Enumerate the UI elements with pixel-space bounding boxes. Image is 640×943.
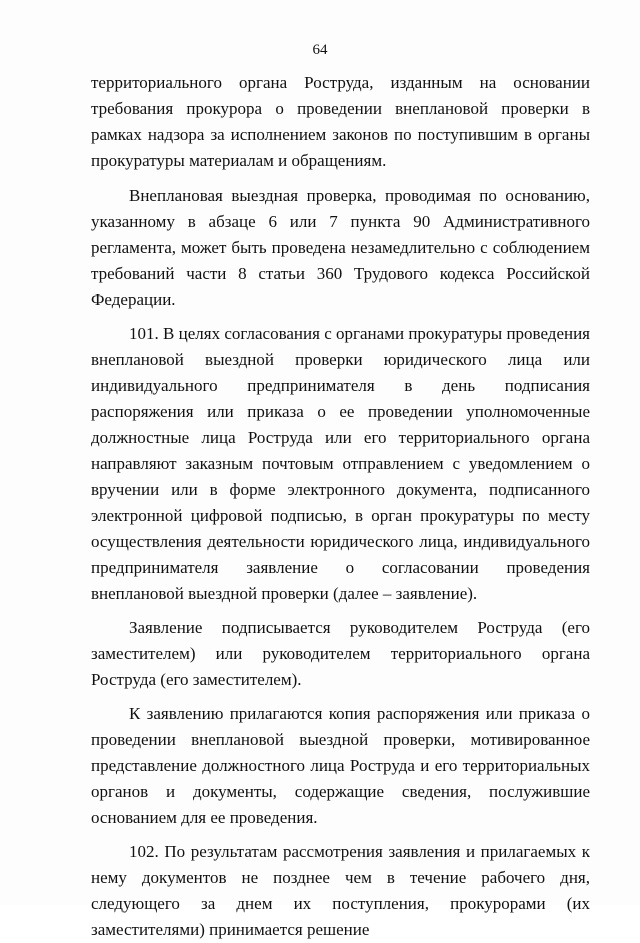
- document-body: [91, 70, 590, 943]
- paragraph-unscheduled-inspection: Внеплановая выездная проверка, проводимая по основанию, указанному в абзаце 6 или 7 пункта 90 Административного регламента, может быть проведена незамедлительно с соблюдением требований части 8 статьи 360 Трудового кодекса Российской Федерации.: [91, 186, 590, 309]
- paragraph-101: 101. В целях согласования с органами прокуратуры проведения внеплановой выездной проверки юридического лица или индивидуального предпринимателя в день подписания распоряжения или приказа о ее проведении уполномоченные должностные лица Роструда или его территориального органа направляют заказным почтовым отправлением с уведомлением о вручении или в форме электронного документа, подписанного электронной цифровой подписью, в орган прокуратуры по месту осуществления деятельности юридического лица, индивидуального предпринимателя заявление о согласовании проведения внеплановой выездной проверки (далее – заявление).: [91, 324, 590, 603]
- paragraph-application-attachments: К заявлению прилагаются копия распоряжения или приказа о проведении внеплановой выездной проверки, мотивированное представление должностного лица Роструда и его территориальных органов и документы, содержащие сведения, послужившие основанием для ее проведения.: [91, 704, 590, 827]
- paragraph-application-signing: Заявление подписывается руководителем Роструда (его заместителем) или руководителем территориального органа Роструда (его заместителем).: [91, 618, 590, 689]
- paragraph-102: 102. По результатам рассмотрения заявления и прилагаемых к нему документов не позднее чем в течение рабочего дня, следующего за днем их поступления, прокурорами (их заместителями) принимается решение: [91, 842, 590, 939]
- page-number: 64: [312, 42, 328, 58]
- paragraph-continuation: территориального органа Роструда, изданным на основании требования прокурора о проведении внеплановой проверки в рамках надзора за исполнением законов по поступившим в органы прокуратуры материалам и обращениям.: [91, 73, 590, 170]
